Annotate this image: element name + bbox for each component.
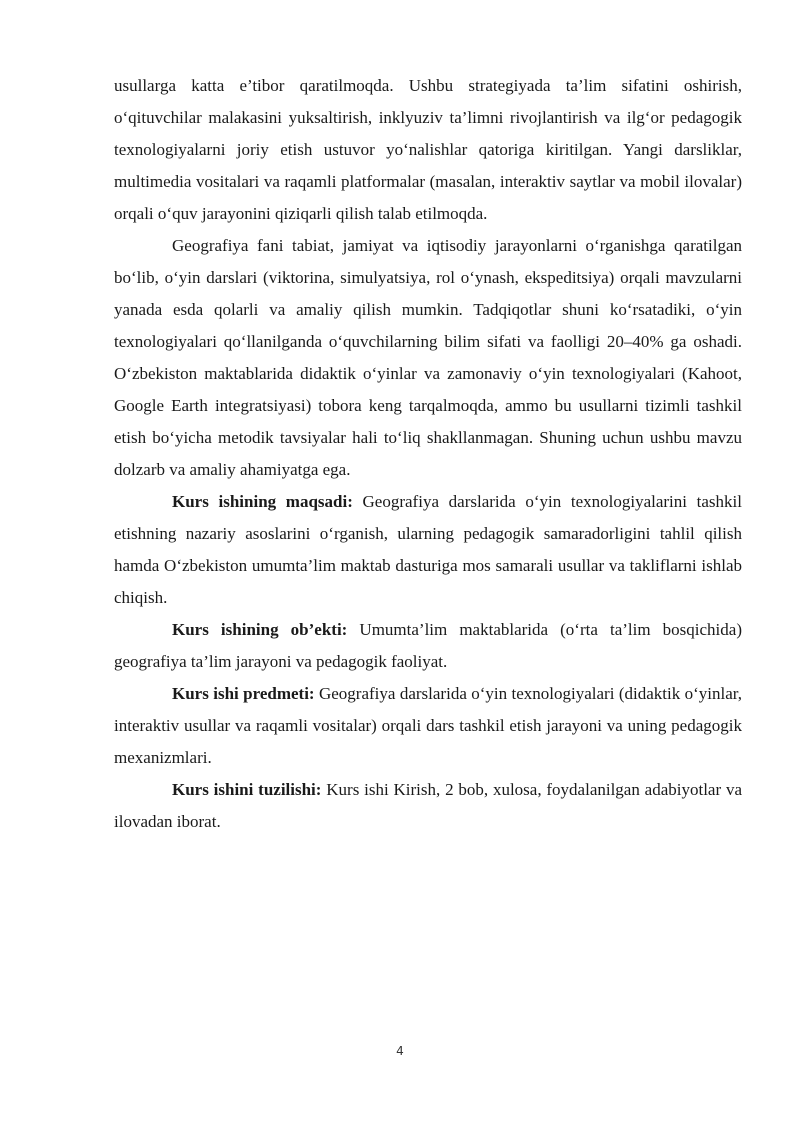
paragraph-lead: Kurs ishining ob’ekti: xyxy=(172,620,348,639)
paragraph-text: Geografiya darslarida o‘yin texnologiyalarini tashkil etishning nazariy asoslarini o‘rganish, ularning pedagogik samaradorligini tahlil qilish hamda O‘zbekiston umumta’lim maktab dasturiga mos samarali usullar va takliflarni ishlab chiqish. xyxy=(114,492,742,607)
paragraph-text: Umumta’lim maktablarida (o‘rta ta’lim bosqichida) geografiya ta’lim jarayoni va pedagogik faoliyat. xyxy=(114,620,742,671)
paragraph-lead: Kurs ishining maqsadi: xyxy=(172,492,353,511)
paragraph-subject xyxy=(114,678,742,774)
page-number: 4 xyxy=(396,1044,404,1058)
paragraph-goal xyxy=(114,486,742,614)
document-page xyxy=(114,70,742,838)
paragraph-lead: Kurs ishi predmeti: xyxy=(172,684,315,703)
paragraph-text: Kurs ishi Kirish, 2 bob, xulosa, foydalanilgan adabiyotlar va ilovadan iborat. xyxy=(114,780,742,831)
paragraph-strategy xyxy=(114,70,742,230)
paragraph-text: Geografiya fani tabiat, jamiyat va iqtisodiy jarayonlarni o‘rganishga qaratilgan bo‘lib, o‘yin darslari (viktorina, simulyatsiya, rol o‘ynash, ekspeditsiya) orqali mavzularni yanada esda qolarli va amaliy qilish mumkin. Tadqiqotlar shuni ko‘rsatadiki, o‘yin texnologiyalari qo‘llanilganda o‘quvchilarning bilim sifati va faolligi 20–40% ga oshadi. O‘zbekiston maktablarida didaktik o‘yinlar va zamonaviy o‘yin texnologiyalari (Kahoot, Google Earth integratsiyasi) tobora keng tarqalmoqda, ammo bu usullarni tizimli tashkil etish bo‘yicha metodik tavsiyalar hali to‘liq shakllanmagan. Shuning uchun ushbu mavzu dolzarb va amaliy ahamiyatga ega. xyxy=(114,236,742,479)
paragraph-text: usullarga katta e’tibor qaratilmoqda. Ushbu strategiyada ta’lim sifatini oshirish, o‘qituvchilar malakasini yuksaltirish, inklyuziv ta’limni rivojlantirish va ilg‘or pedagogik texnologiyalarni joriy etish ustuvor yo‘nalishlar qatoriga kiritilgan. Yangi darsliklar, multimedia vositalari va raqamli platformalar (masalan, interaktiv saytlar va mobil ilovalar) orqali o‘quv jarayonini qiziqarli qilish talab etilmoqda. xyxy=(114,76,742,223)
paragraph-object xyxy=(114,614,742,678)
paragraph-relevance xyxy=(114,230,742,486)
paragraph-lead: Kurs ishini tuzilishi: xyxy=(172,780,322,799)
paragraph-structure xyxy=(114,774,742,838)
paragraph-text: Geografiya darslarida o‘yin texnologiyalari (didaktik o‘yinlar, interaktiv usullar va raqamli vositalar) orqali dars tashkil etish jarayoni va uning pedagogik mexanizmlari. xyxy=(114,684,742,767)
